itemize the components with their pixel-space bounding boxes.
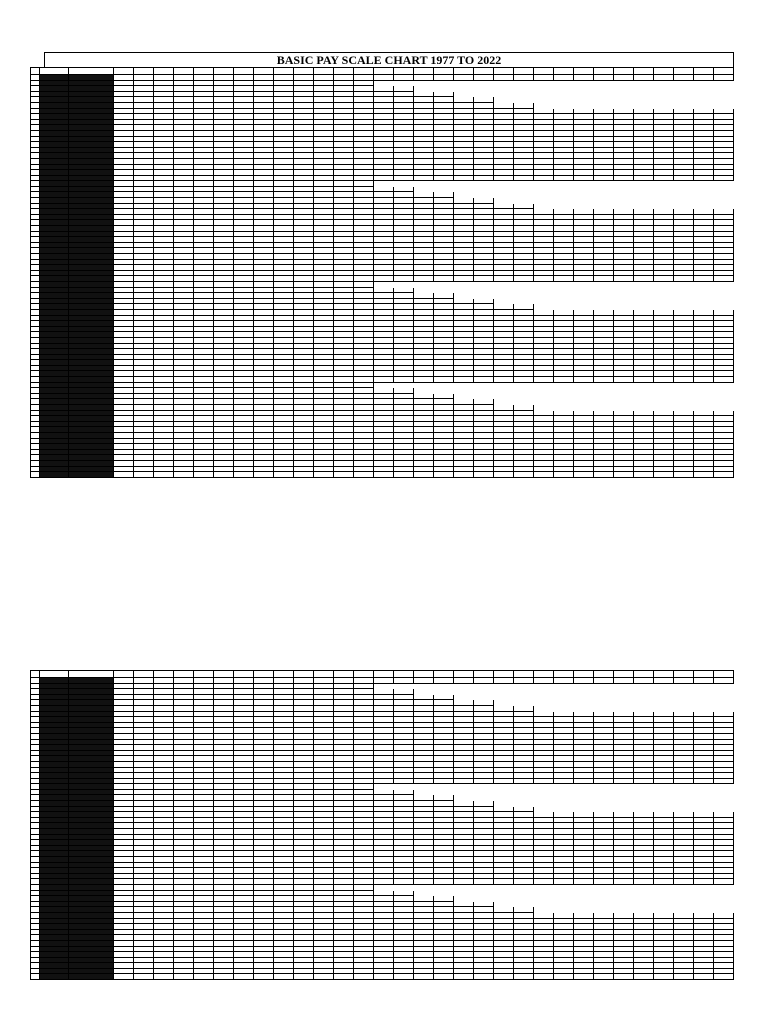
col-stage — [454, 68, 474, 75]
header-row — [31, 68, 734, 75]
col-stage — [194, 68, 214, 75]
col-stage — [414, 68, 434, 75]
stage-cell — [474, 472, 494, 478]
stage-cell — [214, 974, 234, 980]
stage-cell — [194, 472, 214, 478]
stage-cell — [534, 472, 554, 478]
stage-cell — [134, 472, 154, 478]
stage-cell — [714, 974, 734, 980]
col-year — [40, 671, 69, 678]
stage-cell — [274, 974, 294, 980]
stage-cell — [634, 974, 654, 980]
stage-cell — [294, 974, 314, 980]
col-stage — [334, 68, 354, 75]
col-stage — [134, 68, 154, 75]
stage-cell — [314, 974, 334, 980]
col-stage — [194, 671, 214, 678]
col-bp — [31, 671, 40, 678]
col-stage — [474, 68, 494, 75]
stage-cell — [274, 472, 294, 478]
stage-cell — [114, 472, 134, 478]
col-stage — [434, 671, 454, 678]
col-stage — [174, 671, 194, 678]
col-stage — [554, 671, 574, 678]
col-stage — [314, 68, 334, 75]
col-year — [40, 68, 69, 75]
col-stage — [594, 671, 614, 678]
stage-cell — [694, 472, 714, 478]
table-row — [31, 974, 734, 980]
stage-cell — [554, 472, 574, 478]
col-stage — [374, 68, 394, 75]
stage-cell — [594, 974, 614, 980]
col-stage — [354, 671, 374, 678]
stage-cell — [654, 472, 674, 478]
bp-cell — [31, 974, 40, 980]
stage-cell — [394, 974, 414, 980]
stage-cell — [354, 974, 374, 980]
stage-cell — [234, 472, 254, 478]
col-stage — [234, 671, 254, 678]
col-stage — [614, 671, 634, 678]
stage-cell — [414, 472, 434, 478]
col-stage — [294, 68, 314, 75]
col-stage — [574, 68, 594, 75]
stage-cell — [594, 472, 614, 478]
stage-cell — [294, 472, 314, 478]
col-stage — [514, 671, 534, 678]
col-stage — [274, 671, 294, 678]
stage-cell — [534, 974, 554, 980]
col-stage — [154, 671, 174, 678]
col-scale — [69, 671, 114, 678]
col-stage — [674, 671, 694, 678]
stage-cell — [494, 472, 514, 478]
stage-cell — [254, 472, 274, 478]
stage-cell — [114, 974, 134, 980]
stage-cell — [454, 472, 474, 478]
bp-cell — [31, 472, 40, 478]
col-stage — [634, 671, 654, 678]
page-title: BASIC PAY SCALE CHART 1977 TO 2022 — [44, 52, 734, 68]
stage-cell — [634, 472, 654, 478]
col-bp — [31, 68, 40, 75]
col-stage — [234, 68, 254, 75]
stage-cell — [174, 974, 194, 980]
col-stage — [534, 68, 554, 75]
stage-cell — [574, 974, 594, 980]
stage-cell — [394, 472, 414, 478]
col-stage — [394, 671, 414, 678]
stage-cell — [234, 974, 254, 980]
col-stage — [154, 68, 174, 75]
year-cell — [40, 472, 69, 478]
stage-cell — [514, 974, 534, 980]
stage-cell — [614, 974, 634, 980]
col-stage — [314, 671, 334, 678]
col-stage — [294, 671, 314, 678]
stage-cell — [554, 974, 574, 980]
stage-cell — [434, 974, 454, 980]
col-stage — [474, 671, 494, 678]
col-stage — [114, 671, 134, 678]
col-stage — [654, 68, 674, 75]
col-stage — [354, 68, 374, 75]
pay-scale-table-2 — [30, 670, 734, 980]
stage-cell — [694, 974, 714, 980]
col-stage — [654, 671, 674, 678]
stage-cell — [514, 472, 534, 478]
table-row — [31, 472, 734, 478]
stage-cell — [154, 974, 174, 980]
scale-cell — [69, 472, 114, 478]
col-stage — [334, 671, 354, 678]
stage-cell — [374, 974, 394, 980]
col-stage — [494, 671, 514, 678]
stage-cell — [314, 472, 334, 478]
stage-cell — [354, 472, 374, 478]
col-stage — [534, 671, 554, 678]
col-stage — [514, 68, 534, 75]
stage-cell — [674, 472, 694, 478]
stage-cell — [154, 472, 174, 478]
chart-page-2 — [0, 668, 768, 1024]
col-stage — [214, 68, 234, 75]
scale-cell — [69, 974, 114, 980]
stage-cell — [414, 974, 434, 980]
col-stage — [574, 671, 594, 678]
header-row — [31, 671, 734, 678]
col-scale — [69, 68, 114, 75]
col-stage — [674, 68, 694, 75]
col-stage — [694, 68, 714, 75]
stage-cell — [654, 974, 674, 980]
stage-cell — [614, 472, 634, 478]
col-stage — [594, 68, 614, 75]
year-cell — [40, 974, 69, 980]
stage-cell — [334, 974, 354, 980]
stage-cell — [674, 974, 694, 980]
stage-cell — [174, 472, 194, 478]
stage-cell — [434, 472, 454, 478]
stage-cell — [254, 974, 274, 980]
col-stage — [254, 671, 274, 678]
stage-cell — [454, 974, 474, 980]
pay-scale-table-1 — [30, 67, 734, 478]
col-stage — [174, 68, 194, 75]
col-stage — [114, 68, 134, 75]
col-stage — [554, 68, 574, 75]
col-stage — [374, 671, 394, 678]
col-stage — [394, 68, 414, 75]
col-stage — [714, 68, 734, 75]
col-stage — [494, 68, 514, 75]
stage-cell — [194, 974, 214, 980]
stage-cell — [714, 472, 734, 478]
stage-cell — [474, 974, 494, 980]
stage-cell — [574, 472, 594, 478]
stage-cell — [214, 472, 234, 478]
stage-cell — [134, 974, 154, 980]
col-stage — [414, 671, 434, 678]
col-stage — [714, 671, 734, 678]
stage-cell — [494, 974, 514, 980]
stage-cell — [334, 472, 354, 478]
col-stage — [634, 68, 654, 75]
stage-cell — [374, 472, 394, 478]
col-stage — [434, 68, 454, 75]
col-stage — [214, 671, 234, 678]
col-stage — [254, 68, 274, 75]
col-stage — [454, 671, 474, 678]
col-stage — [614, 68, 634, 75]
col-stage — [134, 671, 154, 678]
col-stage — [274, 68, 294, 75]
col-stage — [694, 671, 714, 678]
